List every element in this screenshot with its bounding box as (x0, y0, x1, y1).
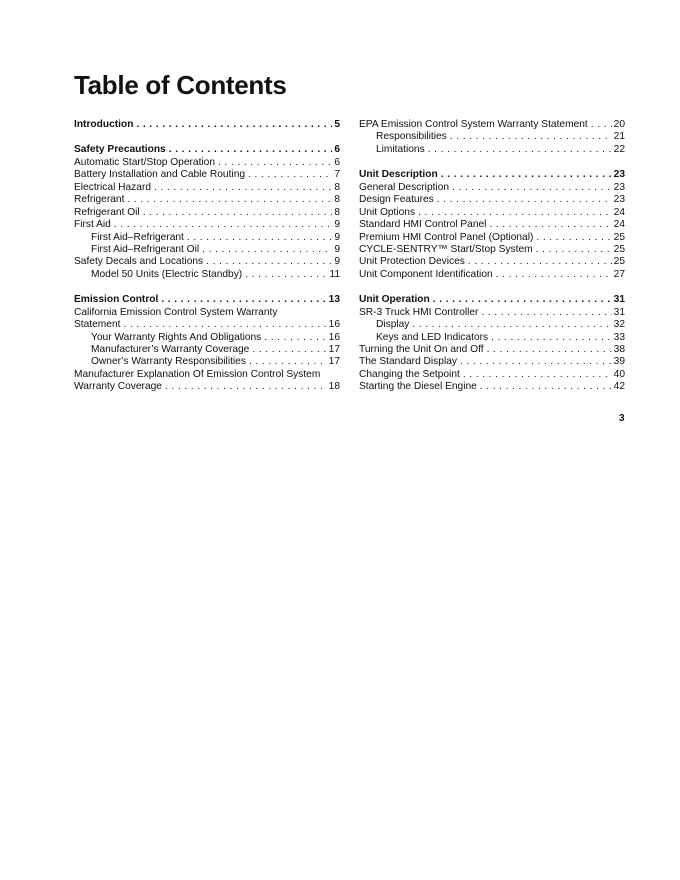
toc-page-number: 31 (613, 294, 625, 306)
toc-entry[interactable] (359, 207, 625, 219)
dot-leader (161, 294, 326, 306)
toc-entry[interactable] (359, 307, 625, 319)
dot-leader (169, 144, 333, 156)
dot-leader (452, 182, 612, 194)
dot-leader (480, 381, 612, 393)
toc-entry[interactable] (359, 369, 625, 381)
toc-page-number: 27 (613, 268, 625, 280)
dot-leader (536, 244, 612, 256)
toc-entry[interactable] (74, 244, 340, 256)
dot-leader (496, 269, 612, 281)
toc-page-number: 9 (334, 256, 340, 268)
dot-leader (127, 194, 332, 206)
page-title: Table of Contents (74, 70, 287, 100)
toc-page-number: 23 (613, 181, 625, 193)
dot-leader (245, 269, 327, 281)
toc-page-number: 9 (334, 243, 340, 255)
toc-entry-title: First Aid–Refrigerant (91, 231, 184, 243)
toc-entry[interactable] (74, 207, 340, 219)
toc-entry-title: Refrigerant Oil (74, 206, 140, 218)
toc-page-number: 25 (613, 256, 625, 268)
toc-page-number: 39 (613, 356, 625, 368)
toc-entry[interactable] (74, 369, 340, 381)
toc-page-number: 33 (613, 331, 625, 343)
toc-page-number: 9 (334, 219, 340, 231)
toc-entry[interactable] (359, 182, 625, 194)
toc-entry[interactable] (74, 219, 340, 231)
toc-entry-title: Electrical Hazard (74, 181, 151, 193)
toc-entry-title: Unit Operation (359, 294, 430, 306)
section-spacer (74, 281, 340, 294)
toc-entry[interactable] (359, 144, 625, 156)
dot-leader (412, 319, 611, 331)
toc-entry-title: Keys and LED Indicators (376, 331, 489, 343)
toc-left-column (74, 119, 340, 394)
toc-page-number: 16 (328, 331, 340, 343)
dot-leader (418, 207, 612, 219)
dot-leader (460, 356, 612, 368)
toc-entry-title: California Emission Control System Warranty (74, 306, 278, 318)
toc-page-number: 8 (334, 181, 340, 193)
dot-leader (249, 356, 327, 368)
dot-leader (450, 131, 612, 143)
dot-leader (248, 169, 332, 181)
toc-page-number: 25 (613, 243, 625, 255)
toc-entry[interactable] (359, 356, 625, 368)
toc-section-heading[interactable] (74, 119, 340, 131)
toc-entry[interactable] (359, 344, 625, 356)
toc-entry[interactable] (359, 319, 625, 331)
toc-entry[interactable] (359, 194, 625, 206)
toc-entry-title: Safety Precautions (74, 144, 166, 156)
toc-page-number: 22 (613, 143, 625, 155)
toc-page-number: 6 (334, 156, 340, 168)
toc-entry[interactable] (74, 182, 340, 194)
toc-entry[interactable] (359, 381, 625, 393)
toc-entry[interactable] (359, 332, 625, 344)
dot-leader (489, 219, 611, 231)
toc-entry-title: Refrigerant (74, 194, 125, 206)
toc-page-number: 21 (613, 131, 625, 143)
toc-entry-title: General Description (359, 181, 450, 193)
toc-entry-title: CYCLE-SENTRY™ Start/Stop System (359, 243, 533, 255)
toc-page-number: 31 (613, 306, 625, 318)
toc-entry-title: First Aid (74, 219, 111, 231)
toc-page-number: 23 (613, 194, 625, 206)
toc-entry-title: Design Features (359, 194, 434, 206)
dot-leader (437, 194, 612, 206)
toc-page-number: 24 (613, 219, 625, 231)
toc-entry-title: Model 50 Units (Electric Standby) (91, 268, 243, 280)
toc-entry-title: Unit Options (359, 206, 416, 218)
dot-leader (463, 369, 612, 381)
toc-page-number: 9 (334, 231, 340, 243)
toc-page-number: 32 (613, 319, 625, 331)
dot-leader (481, 307, 611, 319)
toc-entry-title: Statement (74, 319, 121, 331)
dot-leader (187, 232, 332, 244)
section-spacer (359, 281, 625, 294)
toc-entry-title: Changing the Setpoint (359, 368, 460, 380)
toc-page-number: 18 (328, 381, 340, 393)
toc-page-number: 23 (613, 169, 625, 181)
toc-entry-title: Introduction (74, 119, 134, 130)
toc-entry-title: Responsibilities (376, 131, 447, 143)
toc-entry-title: The Standard Display (359, 356, 457, 368)
dot-leader (114, 219, 333, 231)
toc-entry[interactable] (74, 332, 340, 344)
toc-page-number: 13 (328, 294, 340, 306)
toc-page-number: 7 (334, 169, 340, 181)
dot-leader (536, 232, 611, 244)
toc-page-number: 6 (334, 144, 340, 156)
dot-leader (218, 157, 332, 169)
toc-entry-title: Unit Protection Devices (359, 256, 465, 268)
dot-leader (136, 119, 332, 131)
toc-section-heading[interactable] (359, 169, 625, 181)
toc-page-number: 40 (613, 368, 625, 380)
toc-entry[interactable] (74, 194, 340, 206)
dot-leader (264, 332, 326, 344)
toc-entry-title: Safety Decals and Locations (74, 256, 204, 268)
toc-entry-title: Unit Description (359, 169, 438, 181)
toc-entry-title: Standard HMI Control Panel (359, 219, 487, 231)
dot-leader (433, 294, 612, 306)
toc-entry-title: SR-3 Truck HMI Controller (359, 306, 479, 318)
toc-section-heading[interactable] (74, 294, 340, 306)
dot-leader (441, 169, 612, 181)
toc-entry-title: Starting the Diesel Engine (359, 381, 477, 393)
toc-entry[interactable] (74, 344, 340, 356)
toc-page-number: 5 (334, 119, 340, 130)
dot-leader (487, 344, 612, 356)
dot-leader (491, 332, 612, 344)
toc-page-number: 24 (613, 206, 625, 218)
toc-section-heading[interactable] (74, 144, 340, 156)
toc-page-number: 42 (613, 381, 625, 393)
toc-page-number: 8 (334, 194, 340, 206)
toc-entry-title: EPA Emission Control System Warranty Statement (359, 119, 588, 130)
toc-page-number: 11 (329, 268, 340, 280)
toc-entry-title: Premium HMI Control Panel (Optional) (359, 231, 534, 243)
toc-entry[interactable] (359, 219, 625, 231)
toc-page-number: 8 (334, 206, 340, 218)
toc-entry-title: Unit Component Identification (359, 268, 493, 280)
toc-entry[interactable] (74, 169, 340, 181)
toc-entry-title: Turning the Unit On and Off (359, 344, 484, 355)
toc-entry[interactable] (359, 256, 625, 268)
page-number: 3 (619, 413, 625, 424)
toc-entry[interactable] (359, 131, 625, 143)
toc-entry[interactable] (359, 244, 625, 256)
toc-entry[interactable] (74, 256, 340, 268)
toc-entry[interactable] (74, 157, 340, 169)
dot-leader (206, 256, 332, 268)
toc-entry-title: Manufacturer Explanation Of Emission Control System (74, 368, 321, 380)
toc-entry-title: First Aid–Refrigerant Oil (91, 243, 200, 255)
toc-entry[interactable] (74, 319, 340, 331)
toc-entry[interactable] (74, 381, 340, 393)
section-spacer (74, 131, 340, 144)
dot-leader (428, 144, 612, 156)
toc-entry-title: Emission Control (74, 294, 159, 306)
dot-leader (154, 182, 332, 194)
toc-entry-title: Manufacturer’s Warranty Coverage (91, 344, 250, 355)
toc-entry[interactable] (74, 307, 340, 319)
dot-leader (143, 207, 333, 219)
dot-leader (591, 119, 612, 131)
toc-section-heading[interactable] (359, 294, 625, 306)
toc-entry[interactable] (359, 232, 625, 244)
dot-leader (252, 344, 326, 356)
toc-entry[interactable] (74, 232, 340, 244)
toc-entry[interactable] (74, 356, 340, 368)
toc-page-number: 38 (613, 344, 625, 355)
toc-entry[interactable] (359, 269, 625, 281)
dot-leader (123, 319, 326, 331)
toc-right-column (359, 119, 625, 394)
toc-page-number: 17 (328, 356, 340, 368)
toc-page-number: 20 (613, 119, 625, 130)
toc-entry-title: Owner’s Warranty Responsibilities (91, 356, 246, 368)
dot-leader (468, 256, 612, 268)
toc-entry-title: Display (376, 319, 410, 331)
dot-leader (202, 244, 332, 256)
toc-entry[interactable] (74, 269, 340, 281)
toc-page-number: 17 (328, 344, 340, 355)
toc-entry-title: Limitations (376, 143, 425, 155)
toc-entry-title: Your Warranty Rights And Obligations (91, 331, 262, 343)
toc-page-number: 25 (613, 231, 625, 243)
toc-entry[interactable] (359, 119, 625, 131)
toc-page-number: 16 (328, 319, 340, 331)
toc-entry-title: Warranty Coverage (74, 381, 162, 393)
dot-leader (165, 381, 327, 393)
toc-entry-title: Battery Installation and Cable Routing (74, 169, 246, 181)
section-spacer (359, 156, 625, 169)
toc-entry-title: Automatic Start/Stop Operation (74, 156, 215, 168)
